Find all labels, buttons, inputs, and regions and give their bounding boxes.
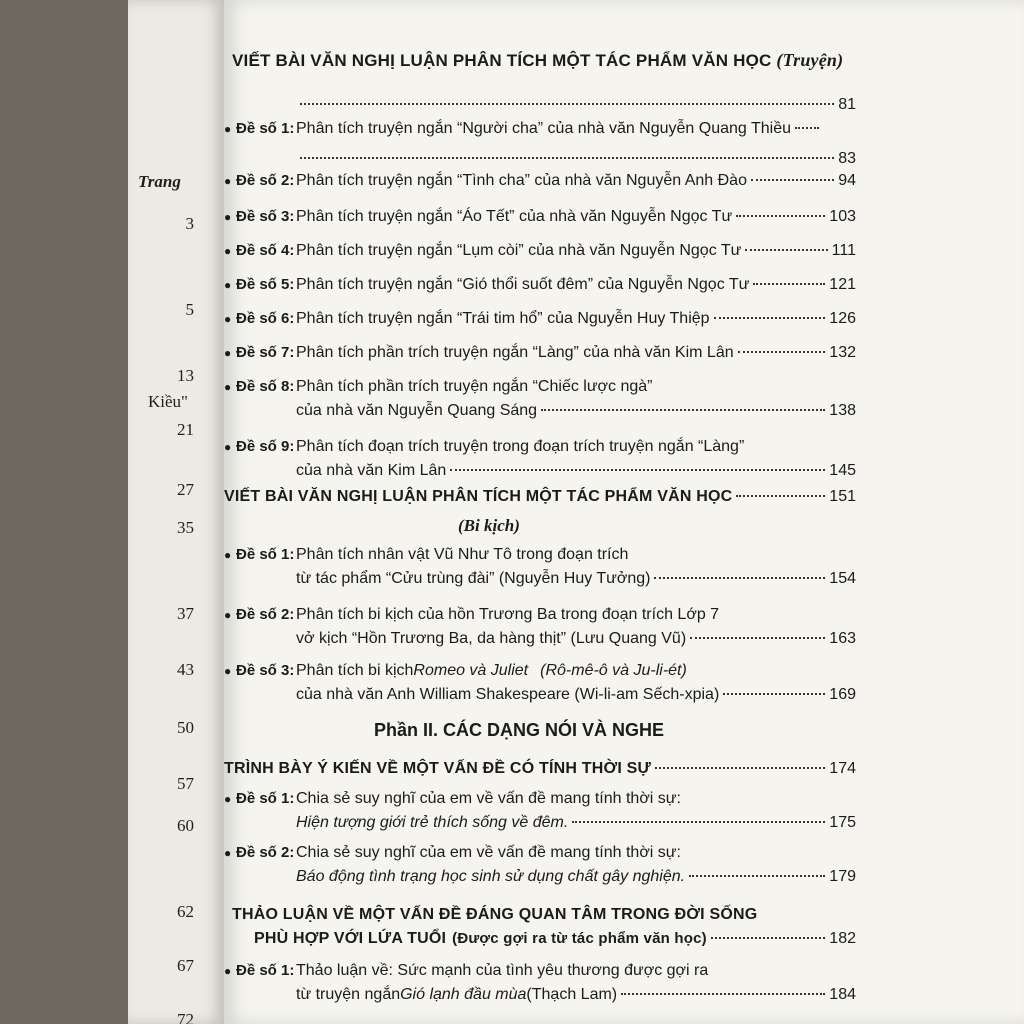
entry-text: Phân tích bi kịch [296, 662, 414, 679]
bullet-icon: ● [224, 548, 232, 562]
entry-text: Phân tích truyện ngắn “Gió thổi suốt đêm” của Nguyễn Ngọc Tư [296, 276, 750, 293]
de-label: Đề số 6: [236, 310, 295, 327]
de-label: Đề số 9: [236, 438, 295, 455]
left-page-number: 60 [177, 816, 194, 835]
left-page-number: 3 [185, 214, 194, 233]
bullet-icon: ● [224, 346, 232, 360]
toc-entry[interactable] [224, 96, 856, 144]
part-title: Phần II. CÁC DẠNG NÓI VÀ NGHE [374, 720, 665, 740]
bullet-icon: ● [224, 244, 232, 258]
bullet-icon: ● [224, 380, 232, 394]
toc-entry[interactable] [224, 344, 856, 368]
toc-entry[interactable] [224, 546, 856, 594]
left-page-number: 57 [177, 774, 194, 793]
de-label: Đề số 2: [236, 172, 295, 189]
bullet-icon: ● [224, 210, 232, 224]
toc-entry[interactable] [224, 438, 856, 486]
heading-text: TRÌNH BÀY Ý KIẾN VỀ MỘT VẤN ĐỀ CÓ TÍNH THỜI SỰ [224, 760, 651, 777]
entry-text: Phân tích phần trích truyện ngắn “Làng” của nhà văn Kim Lân [296, 344, 734, 361]
right-page [224, 0, 1024, 1024]
de-label: Đề số 1: [236, 120, 295, 137]
page-number: 154 [829, 570, 856, 587]
page-number: 132 [829, 344, 856, 361]
bullet-icon: ● [224, 664, 232, 678]
entry-text: Thảo luận về: Sức mạnh của tình yêu thương được gợi ra [296, 962, 709, 979]
toc-entry[interactable] [224, 606, 856, 654]
entry-text: vở kịch “Hồn Trương Ba, da hàng thịt” (Lưu Quang Vũ) [296, 630, 687, 647]
left-page-number: 37 [177, 604, 194, 623]
heading-text: VIẾT BÀI VĂN NGHỊ LUẬN PHÂN TÍCH MỘT TÁC PHẨM VĂN HỌC [224, 488, 733, 505]
de-label: Đề số 3: [236, 662, 295, 679]
page-number: 175 [829, 814, 856, 831]
bullet-icon: ● [224, 608, 232, 622]
de-label: Đề số 2: [236, 844, 295, 861]
entry-text: Chia sẻ suy nghĩ của em về vấn đề mang tính thời sự: [296, 844, 681, 861]
page-number: 94 [838, 172, 856, 189]
entry-text-italic: Báo động tình trạng học sinh sử dụng chất gây nghiện. [296, 868, 686, 885]
section-heading-thoi-su [224, 760, 856, 784]
heading-paren: (Được gợi ra từ tác phẩm văn học) [452, 930, 707, 947]
entry-text-italic: Hiện tượng giới trẻ thích sống về đêm. [296, 814, 569, 831]
bullet-icon: ● [224, 440, 232, 454]
bullet-icon: ● [224, 174, 232, 188]
section-heading-bi-kich [224, 488, 856, 512]
de-label: Đề số 2: [236, 606, 295, 623]
de-label: Đề số 1: [236, 790, 295, 807]
bullet-icon: ● [224, 792, 232, 806]
entry-text: Phân tích truyện ngắn “Lụm còi” của nhà văn Nguyễn Ngọc Tư [296, 242, 742, 259]
left-page-number: 13 [177, 366, 194, 385]
page-number: 138 [829, 402, 856, 419]
page-number: 126 [829, 310, 856, 327]
entry-text: (Thạch Lam) [526, 986, 618, 1003]
entry-title-italic: Gió lạnh đầu mùa [400, 986, 527, 1003]
toc-entry[interactable] [224, 790, 856, 838]
entry-text: Phân tích truyện ngắn “Áo Tết” của nhà văn Nguyễn Ngọc Tư [296, 208, 733, 225]
toc-entry[interactable] [224, 962, 856, 1010]
entry-text: Phân tích nhân vật Vũ Như Tô trong đoạn trích [296, 546, 629, 563]
left-page-number: 27 [177, 480, 194, 499]
heading-subtitle: (Truyện) [776, 50, 844, 70]
page-number: 182 [829, 930, 856, 947]
entry-text: Phân tích truyện ngắn “Tình cha” của nhà văn Nguyễn Anh Đào [296, 172, 747, 189]
de-label: Đề số 5: [236, 276, 295, 293]
toc-entry[interactable] [224, 242, 856, 266]
entry-text: Phân tích bi kịch của hồn Trương Ba trong đoạn trích Lớp 7 [296, 606, 720, 623]
left-page-number: 21 [177, 420, 194, 439]
entry-title-italic: Romeo và Juliet [413, 662, 529, 679]
toc-entry[interactable] [224, 172, 856, 196]
page-number: 111 [831, 242, 856, 259]
de-label: Đề số 3: [236, 208, 295, 225]
heading-text: VIẾT BÀI VĂN NGHỊ LUẬN PHÂN TÍCH MỘT TÁC PHẨM VĂN HỌC [232, 51, 772, 70]
de-label: Đề số 4: [236, 242, 295, 259]
bullet-icon: ● [224, 964, 232, 978]
left-page-number: 5 [185, 300, 194, 319]
page-number: 121 [829, 276, 856, 293]
entry-text: Phân tích truyện ngắn “Trái tim hổ” của Nguyễn Huy Thiệp [296, 310, 710, 327]
heading-text: PHÙ HỢP VỚI LỨA TUỔI [254, 930, 447, 947]
toc-entry[interactable] [224, 662, 856, 710]
de-label: Đề số 8: [236, 378, 295, 395]
toc-entry[interactable] [224, 150, 856, 174]
page-number: 179 [829, 868, 856, 885]
entry-text: của nhà văn Anh William Shakespeare (Wi-li-am Sếch-xpia) [296, 686, 720, 703]
page-number: 103 [829, 208, 856, 225]
page-number: 174 [829, 760, 856, 777]
toc-entry[interactable] [224, 844, 856, 892]
page-number: 83 [838, 150, 856, 167]
left-page-number: 43 [177, 660, 194, 679]
heading-subtitle: (Bi kịch) [458, 516, 520, 535]
entry-text-italic: (Rô-mê-ô và Ju-li-ét) [540, 662, 687, 679]
entry-text: từ truyện ngắn [296, 986, 401, 1003]
bullet-icon: ● [224, 122, 232, 136]
entry-text: Phân tích truyện ngắn “Người cha” của nhà văn Nguyễn Quang Thiều [296, 120, 791, 137]
de-label: Đề số 1: [236, 962, 295, 979]
page-number: 151 [829, 488, 856, 505]
page-number: 169 [829, 686, 856, 703]
page-number: 184 [829, 986, 856, 1003]
bullet-icon: ● [224, 278, 232, 292]
toc-entry[interactable] [224, 378, 856, 426]
page-number: 81 [838, 96, 856, 113]
bullet-icon: ● [224, 312, 232, 326]
section-heading-thao-luan-line2 [254, 930, 856, 954]
left-page-number: 62 [177, 902, 194, 921]
entry-text: của nhà văn Kim Lân [296, 462, 447, 479]
page-number: 145 [829, 462, 856, 479]
entry-text: Phân tích phần trích truyện ngắn “Chiếc lược ngà” [296, 378, 653, 395]
de-label: Đề số 1: [236, 546, 295, 563]
left-page-text: Kiều" [148, 392, 188, 411]
table-of-contents [224, 0, 1024, 1024]
left-page [128, 0, 224, 1024]
entry-text: của nhà văn Nguyễn Quang Sáng [296, 402, 538, 419]
entry-text: từ tác phẩm “Cửu trùng đài” (Nguyễn Huy Tưởng) [296, 570, 651, 587]
entry-text: Chia sẻ suy nghĩ của em về vấn đề mang tính thời sự: [296, 790, 681, 807]
left-page-number: 35 [177, 518, 194, 537]
page-number: 163 [829, 630, 856, 647]
section-heading-truyen [232, 50, 843, 71]
left-page-number: 67 [177, 956, 194, 975]
bullet-icon: ● [224, 846, 232, 860]
left-page-number: 72 [177, 1010, 194, 1024]
left-page-title: Trang [138, 172, 181, 191]
entry-text: Phân tích đoạn trích truyện trong đoạn trích truyện ngắn “Làng” [296, 438, 745, 455]
section-heading-thao-luan: THẢO LUẬN VỀ MỘT VẤN ĐỀ ĐÁNG QUAN TÂM TRONG ĐỜI SỐNG [232, 906, 758, 923]
left-page-number: 50 [177, 718, 194, 737]
toc-entry[interactable] [224, 276, 856, 300]
toc-entry[interactable] [224, 208, 856, 232]
toc-entry[interactable] [224, 310, 856, 334]
de-label: Đề số 7: [236, 344, 295, 361]
